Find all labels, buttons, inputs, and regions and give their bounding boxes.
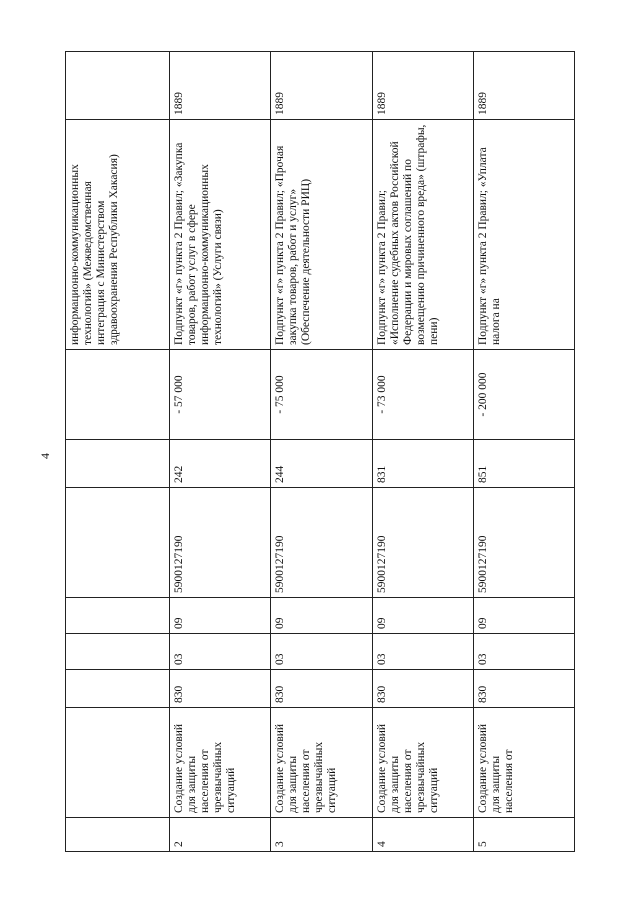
- ministry-code-cell: 830: [170, 670, 271, 708]
- ministry-code-cell: [66, 670, 170, 708]
- amount-cell: [66, 350, 170, 440]
- amount-cell: - 75 000: [271, 350, 372, 440]
- amount-cell: - 57 000: [170, 350, 271, 440]
- basis-cell: Подпункт «г» пункта 2 Правил; «Прочая закупка товаров, работ и услуг» (Обеспечение деятельности РИЦ): [271, 120, 372, 350]
- subsection-cell: 09: [473, 598, 574, 634]
- target-article-cell: 5900127190: [473, 488, 574, 598]
- expense-type-cell: 242: [170, 440, 271, 488]
- page-number: 4: [38, 453, 52, 459]
- expense-type-cell: [66, 440, 170, 488]
- row-number-cell: 3: [271, 818, 372, 852]
- expense-type-cell: 244: [271, 440, 372, 488]
- row-number-cell: 5: [473, 818, 574, 852]
- measure-name-cell: Создание условий для защиты населения от чрезвычайных ситуаций: [170, 708, 271, 818]
- table-row: [372, 52, 473, 852]
- subsection-cell: [66, 598, 170, 634]
- basis-cell: Подпункт «г» пункта 2 Правил; «Уплата налога на: [473, 120, 574, 350]
- target-article-cell: 5900127190: [271, 488, 372, 598]
- code-cell: 1889: [473, 52, 574, 120]
- code-cell: [66, 52, 170, 120]
- target-article-cell: 5900127190: [372, 488, 473, 598]
- measure-name-cell: Создание условий для защиты населения от чрезвычайных ситуаций: [271, 708, 372, 818]
- subsection-cell: 09: [372, 598, 473, 634]
- budget-changes-table: [65, 51, 575, 852]
- section-cell: 03: [271, 634, 372, 670]
- expense-type-cell: 831: [372, 440, 473, 488]
- subsection-cell: 09: [170, 598, 271, 634]
- code-cell: 1889: [170, 52, 271, 120]
- measure-name-cell: Создание условий для защиты населения от: [473, 708, 574, 818]
- section-cell: 03: [473, 634, 574, 670]
- section-cell: [66, 634, 170, 670]
- row-number-cell: 4: [372, 818, 473, 852]
- expense-type-cell: 851: [473, 440, 574, 488]
- table-row: [473, 52, 574, 852]
- basis-cell: Подпункт «г» пункта 2 Правил; «Закупка товаров, работ услуг в сфере информационно-коммуникационных технологий» (Услуги связи): [170, 120, 271, 350]
- basis-cell: Подпункт «г» пункта 2 Правил; «Исполнение судебных актов Российской Федерации и мировых соглашений по возмещению причиненного вреда» (штрафы, пени): [372, 120, 473, 350]
- ministry-code-cell: 830: [372, 670, 473, 708]
- rotated-table-container: [65, 52, 575, 852]
- code-cell: 1889: [271, 52, 372, 120]
- ministry-code-cell: 830: [271, 670, 372, 708]
- measure-name-cell: Создание условий для защиты населения от чрезвычайных ситуаций: [372, 708, 473, 818]
- measure-name-cell: [66, 708, 170, 818]
- target-article-cell: [66, 488, 170, 598]
- code-cell: 1889: [372, 52, 473, 120]
- amount-cell: - 73 000: [372, 350, 473, 440]
- table-row: [66, 52, 170, 852]
- section-cell: 03: [170, 634, 271, 670]
- table-row: [170, 52, 271, 852]
- row-number-cell: 2: [170, 818, 271, 852]
- subsection-cell: 09: [271, 598, 372, 634]
- ministry-code-cell: 830: [473, 670, 574, 708]
- table-row: [271, 52, 372, 852]
- section-cell: 03: [372, 634, 473, 670]
- basis-cell: информационно-коммуникационных технологий» (Межведомственная интеграция с Министерством здравоохранения Республики Хакасия): [66, 120, 170, 350]
- amount-cell: - 200 000: [473, 350, 574, 440]
- target-article-cell: 5900127190: [170, 488, 271, 598]
- row-number-cell: [66, 818, 170, 852]
